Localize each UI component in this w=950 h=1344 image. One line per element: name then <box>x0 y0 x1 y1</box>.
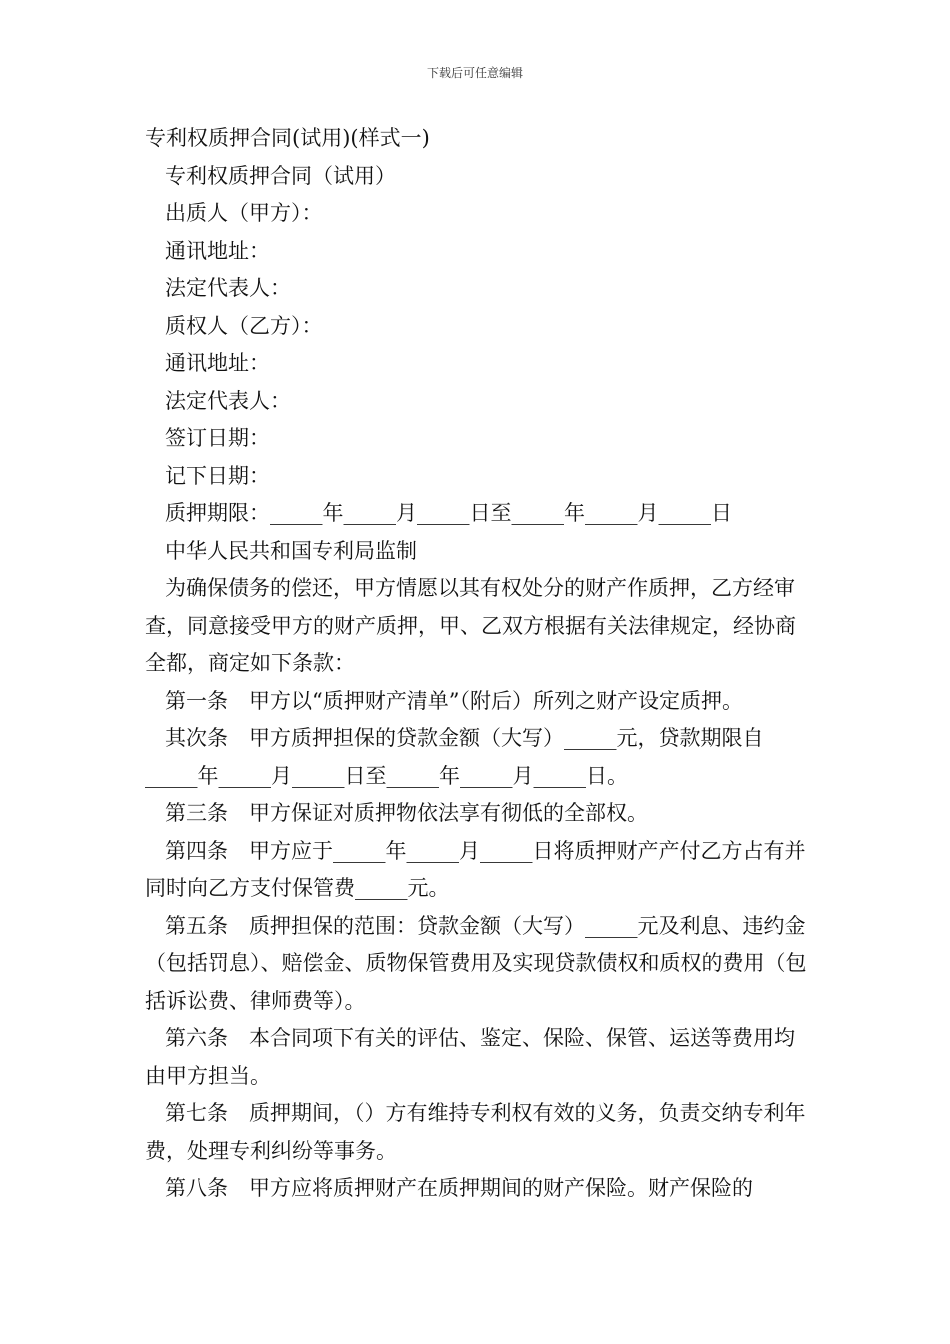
preamble-paragraph: 为确保债务的偿还，甲方情愿以其有权处分的财产作质押，乙方经审查，同意接受甲方的财产质押，甲、乙双方根据有关法律规定，经协商全都，商定如下条款： <box>145 576 796 675</box>
article-6: 第六条 本合同项下有关的评估、鉴定、保险、保管、运送等费用均由甲方担当。 <box>145 1026 795 1088</box>
article-1: 第一条 甲方以“质押财产清单”（附后）所列之财产设定质押。 <box>165 688 743 713</box>
document-title: 专利权质押合同(试用)(样式一) <box>145 126 430 150</box>
signing-date-field: 签订日期： <box>165 426 270 450</box>
pledge-term-field: 质押期限：_____年_____月_____日至_____年_____月_____日 <box>165 501 732 525</box>
article-2: 其次条 甲方质押担保的贷款金额（大写）_____元，贷款期限自_____年_____月_____日至_____年_____月_____日。 <box>145 726 764 788</box>
contract-name: 专利权质押合同（试用） <box>165 163 396 188</box>
article-3: 第三条 甲方保证对质押物依法享有彻低的全部权。 <box>165 801 648 825</box>
pledgor-address-field: 通讯地址： <box>165 238 270 263</box>
page-header: 下载后可任意编辑 <box>426 66 523 80</box>
supervisor-line: 中华人民共和国专利局监制 <box>165 538 417 563</box>
registration-date-field: 记下日期： <box>165 463 270 488</box>
pledgor-field: 出质人（甲方）： <box>165 201 323 225</box>
article-8: 第八条 甲方应将质押财产在质押期间的财产保险。财产保险的 <box>165 1176 753 1200</box>
pledgee-field: 质权人（乙方）： <box>165 313 323 338</box>
pledgee-representative-field: 法定代表人： <box>165 388 291 413</box>
article-7: 第七条 质押期间，（）方有维持专利权有效的义务，负责交纳专利年费，处理专利纠纷等事务。 <box>145 1101 806 1163</box>
document-body <box>145 120 815 1208</box>
article-5: 第五条 质押担保的范围：贷款金额（大写）_____元及利息、违约金（包括罚息）、赔偿金、质物保管费用及实现贷款债权和质权的费用（包括诉讼费、律师费等）。 <box>145 913 807 1013</box>
article-4: 第四条 甲方应于_____年_____月_____日将质押财产产付乙方占有并同时向乙方支付保管费_____元。 <box>145 838 806 900</box>
pledgee-address-field: 通讯地址： <box>165 351 270 375</box>
pledgor-representative-field: 法定代表人： <box>165 276 291 300</box>
